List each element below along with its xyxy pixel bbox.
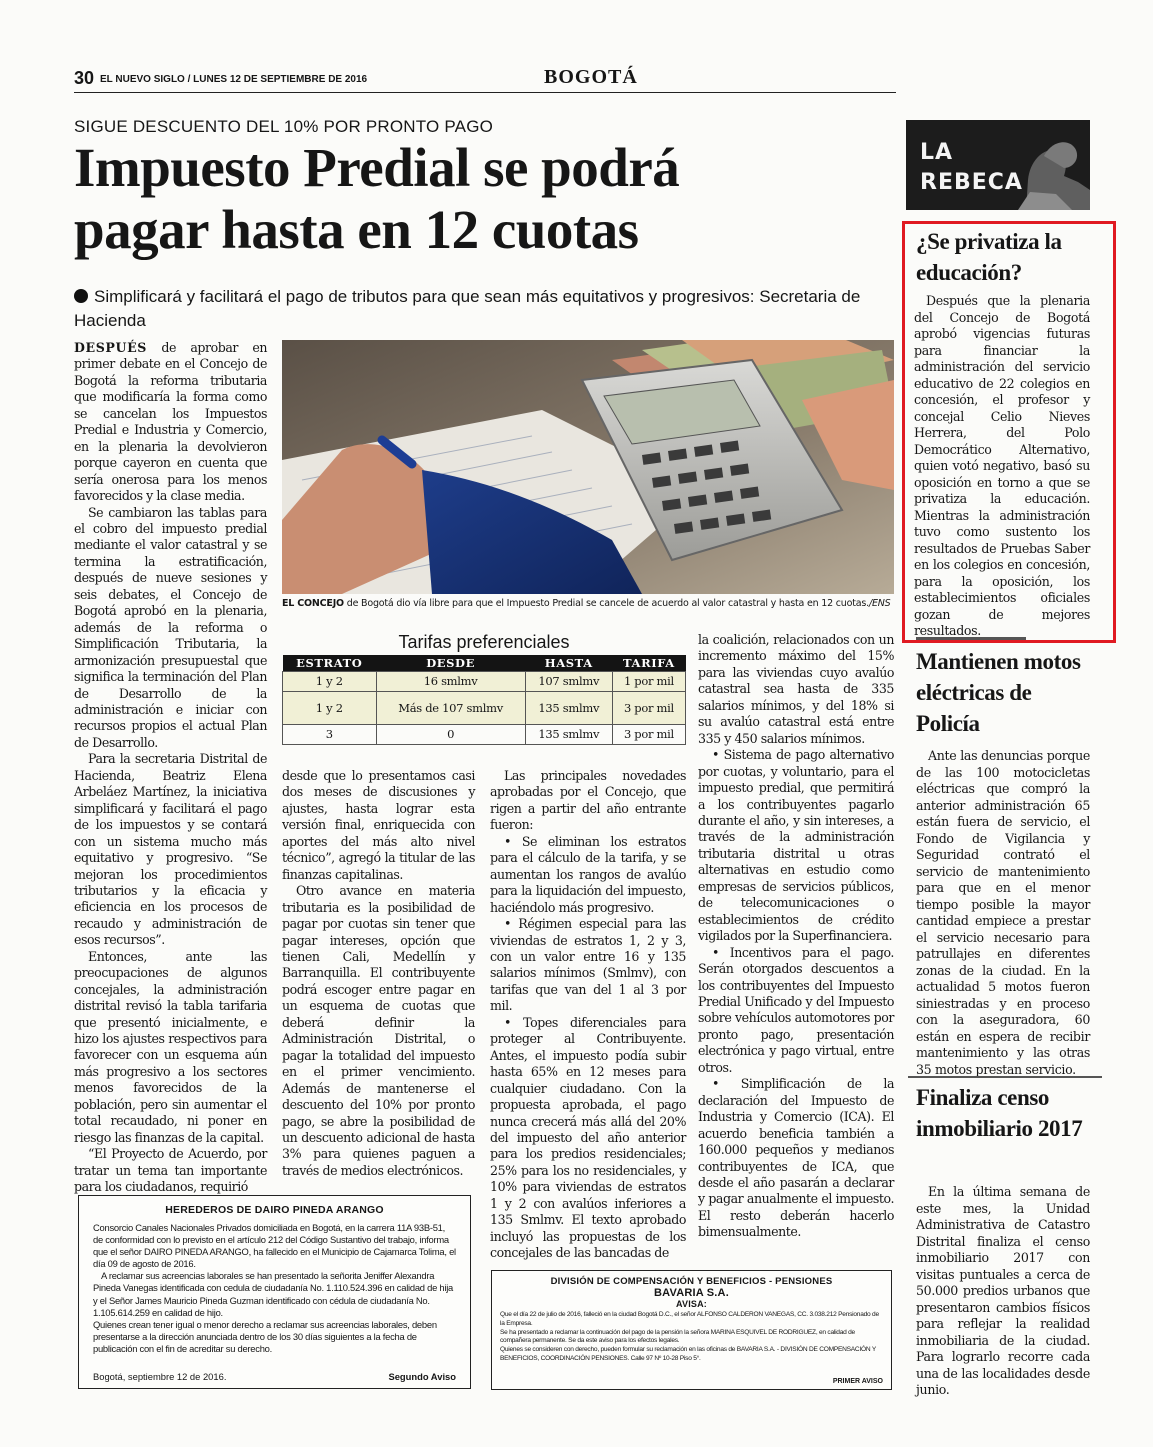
header-desde: DESDE: [376, 655, 525, 671]
notice-paragraph: Quienes crean tener igual o menor derecho a reclamar sus acreencias laborales, deben presentarse a la dirección anunciada dentro de los 30 días siguientes a la fecha de publicación con el fin de acreditar su derecho.: [93, 1318, 437, 1354]
story-3-title: Finaliza censo inmobiliario 2017: [916, 1085, 1083, 1141]
caption-text: de Bogotá dio vía libre para que el Impuesto Predial se cancele de acuerdo al valor catastral y hasta en 12 cuotas.: [343, 598, 869, 609]
notice-title: HEREDEROS DE DAIRO PINEDA ARANGO: [165, 1204, 384, 1216]
body-paragraph: “El Proyecto de Acuerdo, por tratar un tema tan importante para los ciudadanos, requirió: [74, 1146, 267, 1195]
notice-date: Bogotá, septiembre 12 de 2016.: [93, 1371, 227, 1382]
body-paragraph: Las principales novedades aprobadas por el Concejo, que rigen a partir del año entrante fueron:: [490, 768, 686, 833]
body-paragraph: Para la secretaria Distrital de Hacienda, Beatriz Elena Arbeláez Martínez, la iniciativa simplificará y facilitará el pago de los impuestos y se contará con un sistema mucho más equitativo y progresivo. “Se mejoran los procedimientos tributarios y la eficacia y eficiencia en los procesos de recaudo y administración de esos recursos”.: [74, 751, 267, 948]
body-paragraph: Otro avance en materia tributaria es la posibilidad de pagar por cuotas sin tener que pagar intereses, opción que tienen Cali, Medellín y Barranquilla. El contribuyente podrá escoger entre pagar en un esquema de cuotas que deberá definir la Administración Distrital, o pagar la totalidad del impuesto en el primer vencimiento. Además de mantenerse el descuento del 10% por pronto pago, se abre la posibilidad de un descuento adicional de hasta 3% para quienes paguen a través de medios electrónicos.: [282, 883, 475, 1178]
table-row: [283, 691, 686, 724]
notice-paragraph: Consorcio Canales Nacionales Privados domiciliada en Bogotá, en la carrera 11A 93B-51, de conformidad con lo previsto en el artículo 212 del Código Sustantivo del trabajo, informa que el señor DAIRO PINEDA ARANGO, ha fallecido en el Municipio de Cajamarca Tolima, el día 09 de agosto de 2016.: [93, 1222, 456, 1270]
table-cell: 16 smlmv: [376, 671, 525, 691]
notice-paragraph: Se ha presentado a reclamar la continuación del pago de la pensión la señora MARINA ESQUIVEL DE RODRIGUEZ, en calidad de compañera permanente. Se da este aviso para los efectos legales.: [500, 1328, 855, 1345]
story-3-text: En la última semana de este mes, la Unidad Administrativa de Catastro Distrital finaliza el censo inmobiliario 2017 con visitas puntuales a cerca de 50.000 predios urbanos que presentaron cambios físicos para reflejar la realidad inmobiliaria de la ciudad. Para lograrlo recorre cada una de las localidades desde junio.: [916, 1184, 1090, 1397]
table-cell: 1 y 2: [283, 671, 377, 691]
header-estrato: ESTRATO: [283, 655, 377, 671]
notice-paragraph: Que el día 22 de julio de 2016, falleció en la ciudad Bogotá D.C., el señor ALFONSO CALDERON VANEGAS, CC. 3.038.212 Pensionado de la Empresa.: [500, 1311, 879, 1327]
table-cell: 107 smlmv: [525, 671, 612, 691]
column-label-line-1: LA: [920, 140, 954, 165]
headline-line-1: Impuesto Predial se podrá: [74, 137, 680, 198]
table-row: [283, 724, 686, 744]
article-headline: [74, 137, 894, 261]
deck-text: Simplificará y facilitará el pago de tributos para que sean más equitativos y progresivos: Secretaria de Hacienda: [74, 287, 861, 330]
table-cell: 3 por mil: [612, 691, 685, 724]
notice-paragraph: A reclamar sus acreencias laborales se han presentado la señorita Jeniffer Alexandra Pineda Vanegas identificada con cedula de ciudadanía No. 1.110.524.396 en calidad de hija y el Señor James Mauricio Pineda Guzman identificado con cédula de ciudadanía No. 1.105.614.259 en calidad de hijo.: [93, 1270, 453, 1318]
column-header-la-rebeca: [906, 120, 1090, 210]
body-paragraph: • Régimen especial para las viviendas de estratos 1, 2 y 3, con un valor entre 16 y 135 salarios mínimos (Smlmv), con tarifas que van del 1 al 3 por mil.: [490, 916, 686, 1014]
notice-footer: [93, 1371, 456, 1382]
body-paragraph: desde que lo presentamos casi dos meses de discusiones y ajustes, hasta lograr esta versión final, enriquecida con aportes del más alto nivel técnico”, agregó la titular de las finanzas capitalinas.: [282, 768, 475, 882]
lead-text: de aprobar en primer debate en el Concejo de Bogotá la reforma tributaria que modificaría la forma como se cancelan los Impuestos Predial e Industria y Comercio, en la plenaria la devolvieron porque cayeron en cuenta que sería onerosa para los menos favorecidos y la clase media.: [74, 340, 267, 504]
article-photo: [282, 340, 894, 594]
page-folio: [74, 66, 894, 92]
body-paragraph: Entonces, ante las preocupaciones de algunos concejales, la administración distrital revisó la tabla tarifaria que presentó inicialmente, e hizo los ajustes respectivos para favorecer con un esquema aún más progresivo a los sectores menos favorecidos de la población, pero sin aumentar el total recaudado, ni poner en riesgo las finanzas de la capital.: [74, 948, 267, 1145]
calculator-and-forms-photo: [282, 340, 894, 594]
article-kicker: SIGUE DESCUENTO DEL 10% POR PRONTO PAGO: [74, 117, 494, 136]
notice-company: BAVARIA S.A.: [654, 1287, 729, 1299]
table-cell: 3: [283, 724, 377, 744]
story-1-title: ¿Se privatiza la educación?: [916, 229, 1062, 285]
table-cell: Más de 107 smlmv: [376, 691, 525, 724]
page-number: 30: [74, 68, 95, 88]
body-paragraph: • Sistema de pago alternativo por cuotas, y voluntario, para el impuesto predial, que permitirá a los contribuyentes pagarlo durante el año, y sin intereses, a través de la administración tributaria distrital u otras alternativas en estudio como empresas de servicios públicos, de telecomunicaciones o establecimientos de crédito vigilados por la Superfinanciera.: [698, 747, 894, 944]
bullet-icon: [74, 289, 88, 303]
body-paragraph: • Topes diferenciales para proteger al Contribuyente. Antes, el impuesto podía subir hasta 65% en 12 meses para cualquier ciudadano. Con la propuesta aprobada, el pago nunca crecerá más allá del 20% del impuesto del año anterior para los predios residenciales; 25% para los no residenciales, y 10% para viviendas de estratos 1 y 2 con avalúos inferiores a 135 Smlmv. El texto aprobado incluyó las propuestas de los concejales de las bancadas de: [490, 1014, 686, 1261]
masthead-date: EL NUEVO SIGLO / LUNES 12 DE SEPTIEMBRE DE 2016: [100, 74, 368, 85]
table-cell: 1 y 2: [283, 691, 377, 724]
article-deck: [74, 285, 894, 333]
photo-credit: /ENS: [868, 598, 891, 609]
notice-aviso: Segundo Aviso: [388, 1371, 456, 1382]
story-2-text: Ante las denuncias porque de las 100 motocicletas eléctricas que compró la anterior administración 65 están fuera de servicio, el Fondo de Vigilancia y Seguridad contrató el servicio de mantenimiento para que en el menor tiempo posible la mayor cantidad empiece a prestar el servicio necesario para patrullajes en diferentes zonas de la ciudad. En la actualidad 5 motos fueron siniestradas y en proceso con la aseguradora, 60 están en espera de recibir mantenimiento y las otras 35 motos prestan servicio.: [916, 748, 1090, 1077]
header-hasta: HASTA: [525, 655, 612, 671]
photo-caption: [282, 597, 894, 611]
notice-subtitle: AVISA:: [675, 1299, 708, 1309]
story-divider: [916, 637, 1026, 640]
story-1-body: [914, 293, 1090, 640]
body-paragraph: Se cambiaron las tablas para el cobro del impuesto predial mediante el valor catastral y se termina la estratificación, después de nueve sesiones y seis debates, el Concejo de Bogotá aprobó en la plenaria, además de la reforma o Simplificación Tributaria, la armonización presupuestal que significa la terminación del Plan de Desarrollo de la administración e iniciar con recursos propios el actual Plan de Desarrollo.: [74, 504, 267, 750]
body-paragraph: • Se eliminan los estratos para el cálculo de la tarifa, y se aumentan los rangos de avalúo para la liquidación del impuesto, haciéndolo más progresivo.: [490, 833, 686, 915]
notice-title: DIVISIÓN DE COMPENSACIÓN Y BENEFICIOS - PENSIONES: [550, 1276, 833, 1287]
story-divider: [908, 1076, 1102, 1078]
body-paragraph: la coalición, relacionados con un incremento máximo del 15% para las viviendas cuyo avalúo catastral sea hasta de 335 salarios mínimos, y del 18% si su avalúo catastral está entre 335 y 450 salarios mínimos.: [698, 632, 894, 746]
section-name: BOGOTÁ: [544, 66, 638, 88]
table-header-row: [283, 655, 686, 671]
notice-paragraph: Quienes se consideren con derecho, pueden formular su reclamación en las oficinas de BAVARIA S.A. - DIVISIÓN DE COMPENSACIÓN Y BENEFICIOS, COORDINACIÓN PENSIONES. Calle 97 Nº 10-28 Piso 5°.: [500, 1346, 876, 1362]
story-1-text: Después que la plenaria del Concejo de Bogotá aprobó vigencias futuras para financiar la administración del servicio educativo de 22 colegios en concesión, el profesor y concejal Celio Nieves Herrera, del Polo Democrático Alternativo, quien votó negativo, basó su oposición en torno a que se privatiza la educación. Mientras la administración tuvo como sustento los resultados de Pruebas Saber en los colegios en concesión, para la oposición, los establecimientos oficiales gozan de mejores resultados.: [914, 293, 1090, 638]
folio-rule: [74, 92, 896, 93]
headline-line-2: pagar hasta en 12 cuotas: [74, 199, 639, 260]
table-cell: 135 smlmv: [525, 691, 612, 724]
table-cell: 135 smlmv: [525, 724, 612, 744]
article-column-1: [74, 340, 267, 1196]
article-column-3: [490, 768, 686, 1262]
column-label-line-2: REBECA: [920, 170, 1023, 195]
body-paragraph: • Simplificación de la declaración del Impuesto de Industria y Comercio (ICA). El acuerdo beneficia también a 160.000 pequeños y medianos contribuyentes de ICA, que desde el año pasarán a declarar y pagar anualmente el impuesto. El resto deberán hacerlo bimensualmente.: [698, 1076, 894, 1240]
caption-lead: EL CONCEJO: [282, 598, 344, 609]
tarifas-table: [282, 655, 686, 745]
table-cell: 0: [376, 724, 525, 744]
table-row: [283, 671, 686, 691]
header-tarifa: TARIFA: [612, 655, 685, 671]
legal-notice-bavaria: [491, 1270, 892, 1390]
story-2-title: Mantienen motos eléctricas de Policía: [916, 649, 1081, 736]
body-paragraph: • Incentivos para el pago. Serán otorgados descuentos a los contribuyentes del Impuesto Predial Unificado y del Impuesto sobre vehículos automotores por pronto pago, presentación electrónica y pago virtual, entre otros.: [698, 944, 894, 1075]
lead-paragraph: [74, 340, 267, 505]
story-3-body: [916, 1184, 1090, 1399]
table-title: Tarifas preferenciales: [398, 632, 570, 652]
column-label: [920, 138, 1023, 198]
table-cell: 3 por mil: [612, 724, 685, 744]
notice-aviso: PRIMER AVISO: [832, 1378, 883, 1385]
article-column-4: [698, 632, 894, 1241]
table-cell: 1 por mil: [612, 671, 685, 691]
article-column-2: [282, 768, 475, 1179]
story-2-body: [916, 748, 1090, 1078]
dropcap-word: DESPUÉS: [74, 340, 147, 355]
legal-notice-herederos: [78, 1195, 471, 1389]
